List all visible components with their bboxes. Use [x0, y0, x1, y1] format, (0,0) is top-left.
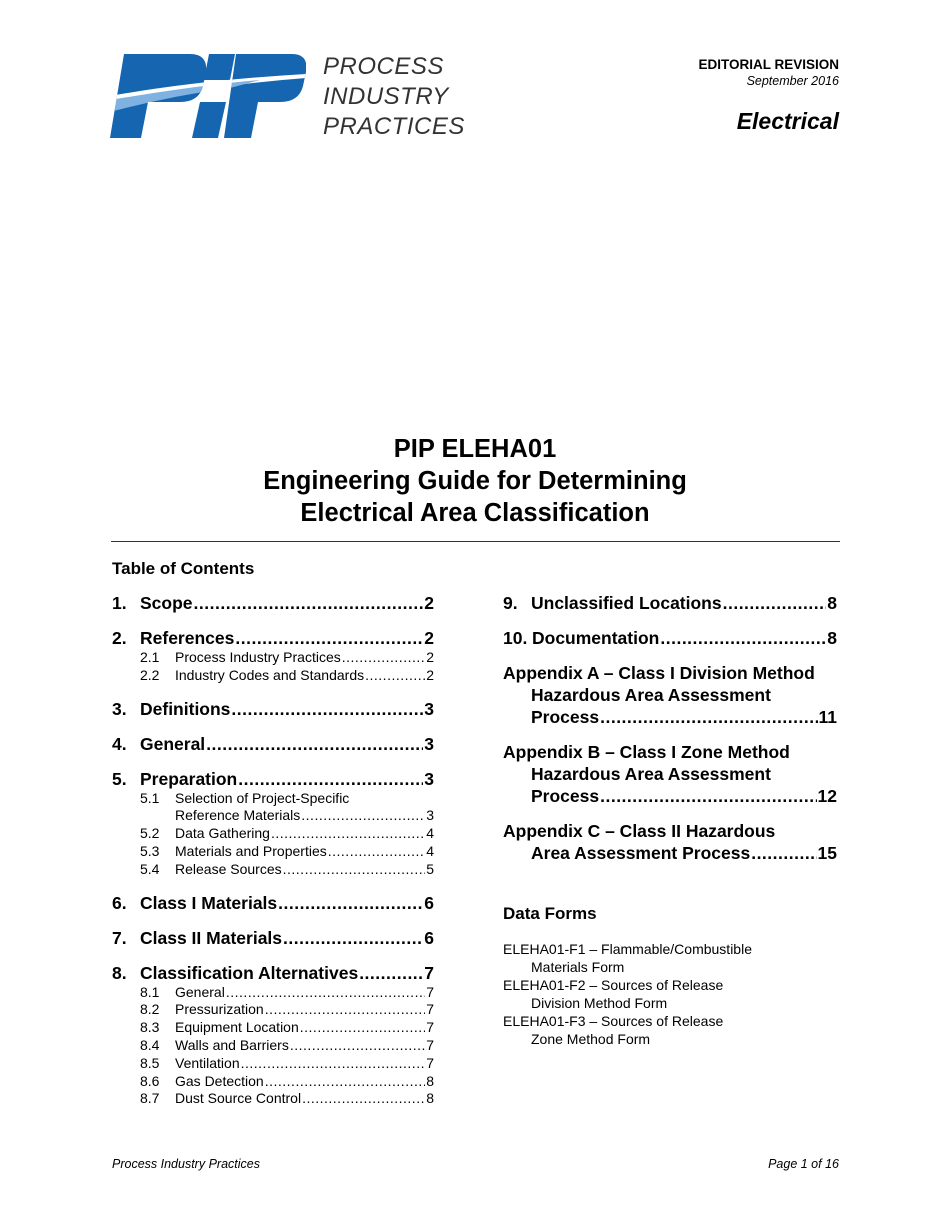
form-label: Zone Method Form	[531, 1031, 651, 1047]
toc-number: 5.2	[140, 825, 160, 842]
toc-label: References	[140, 628, 235, 648]
toc-label: Industry Codes and Standards	[175, 666, 365, 683]
toc-subentry-continuation[interactable]	[112, 807, 434, 825]
toc-subentry[interactable]	[112, 1019, 434, 1037]
data-form-item[interactable]	[503, 1012, 837, 1048]
toc-number: 1.	[112, 593, 127, 613]
toc-label: Class II Materials	[140, 927, 283, 948]
document-title	[0, 433, 950, 529]
toc-label: Process	[531, 707, 600, 727]
toc-label: Ventilation	[175, 1054, 240, 1071]
dot-leader	[751, 842, 816, 864]
revision-date: September 2016	[746, 74, 839, 88]
toc-label: Release Sources	[175, 860, 282, 877]
toc-label: Gas Detection	[175, 1072, 264, 1089]
dot-leader	[723, 592, 827, 614]
title-divider	[111, 541, 840, 542]
toc-page: 3	[424, 733, 434, 754]
form-label: ELEHA01-F2 – Sources of Release	[503, 977, 724, 993]
toc-entry-general[interactable]	[112, 733, 434, 755]
toc-label: Process	[531, 786, 600, 806]
toc-label: Appendix C – Class II Hazardous	[503, 821, 776, 841]
dot-leader	[194, 592, 424, 614]
toc-left-column	[112, 592, 434, 1108]
toc-label: Data Gathering	[175, 825, 270, 842]
toc-label: Documentation	[532, 628, 660, 648]
dot-leader	[265, 1001, 426, 1019]
toc-label: Equipment Location	[175, 1019, 299, 1036]
toc-number: 10.	[503, 628, 528, 648]
logo-text-line: INDUSTRY	[323, 83, 449, 110]
toc-subentry[interactable]	[112, 843, 434, 861]
toc-entry-class-ii-materials[interactable]	[112, 927, 434, 949]
pip-logo-mark-icon	[110, 52, 306, 140]
header-meta	[698, 56, 839, 135]
toc-label: Class I Materials	[140, 892, 278, 913]
toc-number: 8.7	[140, 1090, 160, 1107]
toc-label: Reference Materials	[175, 807, 301, 824]
toc-page: 2	[426, 666, 434, 683]
dot-leader	[206, 733, 423, 755]
dot-leader	[238, 768, 423, 790]
logo-text-line: PROCESS	[323, 53, 444, 80]
toc-page: 8	[426, 1090, 434, 1107]
dot-leader	[328, 843, 425, 861]
toc-entry-references[interactable]	[112, 627, 434, 649]
toc-entry-scope[interactable]	[112, 592, 434, 614]
toc-label: Dust Source Control	[175, 1090, 302, 1107]
toc-page: 7	[426, 983, 434, 1000]
toc-label: General	[140, 733, 206, 754]
toc-page: 12	[817, 786, 837, 806]
toc-subentry[interactable]	[112, 790, 434, 808]
form-label: Materials Form	[531, 959, 625, 975]
dot-leader	[359, 962, 423, 984]
revision-label: EDITORIAL REVISION	[698, 57, 839, 72]
toc-label: Hazardous Area Assessment	[531, 764, 771, 784]
toc-subentry[interactable]	[112, 1055, 434, 1073]
toc-entry-documentation[interactable]	[503, 627, 837, 649]
title-line: PIP ELEHA01	[393, 435, 557, 463]
toc-subentry[interactable]	[112, 667, 434, 685]
toc-entry-definitions[interactable]	[112, 698, 434, 720]
toc-entry-appendix-b[interactable]	[503, 741, 837, 807]
toc-page: 7	[426, 1001, 434, 1018]
dot-leader	[301, 807, 425, 825]
toc-page: 15	[817, 843, 837, 863]
toc-number: 8.2	[140, 1001, 160, 1018]
toc-number: 8.6	[140, 1072, 160, 1089]
toc-label: Process Industry Practices	[175, 649, 341, 665]
dot-leader	[235, 627, 423, 649]
toc-page: 2	[424, 628, 434, 648]
title-line: Engineering Guide for Determining	[263, 467, 687, 495]
pip-logo	[110, 52, 480, 144]
toc-page: 4	[426, 825, 434, 842]
toc-page: 8	[827, 628, 837, 648]
dot-leader	[600, 785, 816, 807]
toc-page: 3	[424, 698, 434, 719]
logo-text-line: PRACTICES	[323, 113, 465, 140]
toc-page: 7	[426, 1054, 434, 1071]
form-label: ELEHA01-F1 – Flammable/Combustible	[503, 941, 752, 957]
toc-subentry[interactable]	[112, 1037, 434, 1055]
toc-subentry[interactable]	[112, 1090, 434, 1108]
toc-entry-appendix-c[interactable]	[503, 820, 837, 864]
toc-number: 9.	[503, 593, 518, 613]
toc-page: 8	[426, 1072, 434, 1089]
toc-label: Appendix A – Class I Division Method	[503, 663, 815, 683]
toc-page: 11	[818, 707, 837, 727]
toc-label: Materials and Properties	[175, 842, 327, 859]
toc-page: 5	[426, 860, 434, 877]
toc-subentry[interactable]	[112, 984, 434, 1002]
footer-publisher: Process Industry Practices	[112, 1157, 260, 1171]
dot-leader	[265, 1073, 425, 1091]
dot-leader	[271, 825, 425, 843]
data-forms-heading: Data Forms	[503, 904, 597, 923]
toc-number: 5.1	[140, 789, 160, 806]
dot-leader	[283, 861, 426, 879]
toc-page: 7	[424, 962, 434, 983]
toc-label: Classification Alternatives	[140, 962, 359, 983]
dot-leader	[660, 627, 826, 649]
dot-leader	[231, 698, 423, 720]
toc-number: 5.3	[140, 842, 160, 859]
dot-leader	[365, 667, 425, 685]
dot-leader	[241, 1055, 426, 1073]
dot-leader	[226, 984, 425, 1002]
toc-label: Definitions	[140, 698, 231, 719]
toc-right-column	[503, 592, 837, 1048]
toc-label: General	[175, 983, 225, 1000]
toc-page: 6	[424, 892, 434, 913]
title-line: Electrical Area Classification	[300, 499, 650, 527]
toc-number: 7.	[112, 927, 127, 948]
toc-number: 8.5	[140, 1054, 160, 1071]
toc-number: 8.4	[140, 1036, 160, 1053]
toc-page: 2	[426, 649, 434, 665]
toc-number: 5.	[112, 768, 127, 789]
toc-label: Area Assessment Process	[531, 843, 751, 863]
toc-number: 6.	[112, 892, 127, 913]
toc-page: 3	[424, 768, 434, 789]
toc-number: 2.2	[140, 666, 160, 683]
toc-label: Preparation	[140, 768, 238, 789]
dot-leader	[600, 706, 817, 728]
toc-number: 8.3	[140, 1019, 160, 1036]
toc-number: 2.1	[140, 649, 160, 665]
toc-subentry[interactable]	[112, 825, 434, 843]
toc-number: 8.	[112, 962, 127, 983]
toc-entry-preparation[interactable]	[112, 768, 434, 790]
toc-number: 3.	[112, 698, 127, 719]
toc-number: 8.1	[140, 983, 160, 1000]
toc-page: 3	[426, 807, 434, 824]
toc-number: 5.4	[140, 860, 160, 877]
toc-label: Hazardous Area Assessment	[531, 685, 771, 705]
toc-entry-appendix-a[interactable]	[503, 662, 837, 728]
toc-entry-unclassified-locations[interactable]	[503, 592, 837, 614]
toc-page: 7	[426, 1036, 434, 1053]
toc-page: 2	[424, 593, 434, 613]
toc-entry-class-i-materials[interactable]	[112, 892, 434, 914]
form-label: ELEHA01-F3 – Sources of Release	[503, 1013, 724, 1029]
toc-page: 8	[827, 593, 837, 613]
toc-subentry[interactable]	[112, 649, 434, 667]
toc-label: Pressurization	[175, 1001, 264, 1018]
toc-page: 7	[426, 1019, 434, 1036]
toc-subentry[interactable]	[112, 861, 434, 879]
dot-leader	[342, 649, 425, 667]
toc-page: 6	[424, 927, 434, 948]
toc-heading: Table of Contents	[112, 559, 255, 578]
toc-number: 4.	[112, 733, 127, 754]
toc-label: Unclassified Locations	[531, 593, 722, 613]
dot-leader	[300, 1019, 425, 1037]
toc-page: 4	[426, 842, 434, 859]
toc-entry-classification-alternatives[interactable]	[112, 962, 434, 984]
toc-subentry[interactable]	[112, 1073, 434, 1091]
data-forms-list	[503, 940, 837, 1048]
toc-label: Walls and Barriers	[175, 1036, 289, 1053]
dot-leader	[278, 892, 423, 914]
toc-subentry[interactable]	[112, 1001, 434, 1019]
category-label: Electrical	[736, 108, 839, 134]
toc-label: Selection of Project-Specific	[175, 789, 350, 806]
footer-page-number: Page 1 of 16	[768, 1157, 839, 1171]
dot-leader	[302, 1090, 425, 1108]
logo-wordmark	[323, 52, 493, 142]
data-form-item[interactable]	[503, 976, 837, 1012]
toc-label: Scope	[140, 593, 193, 613]
toc-number: 2.	[112, 628, 127, 648]
toc-label: Appendix B – Class I Zone Method	[503, 742, 790, 762]
data-form-item[interactable]	[503, 940, 837, 976]
dot-leader	[290, 1037, 425, 1055]
form-label: Division Method Form	[531, 995, 668, 1011]
dot-leader	[283, 927, 423, 949]
